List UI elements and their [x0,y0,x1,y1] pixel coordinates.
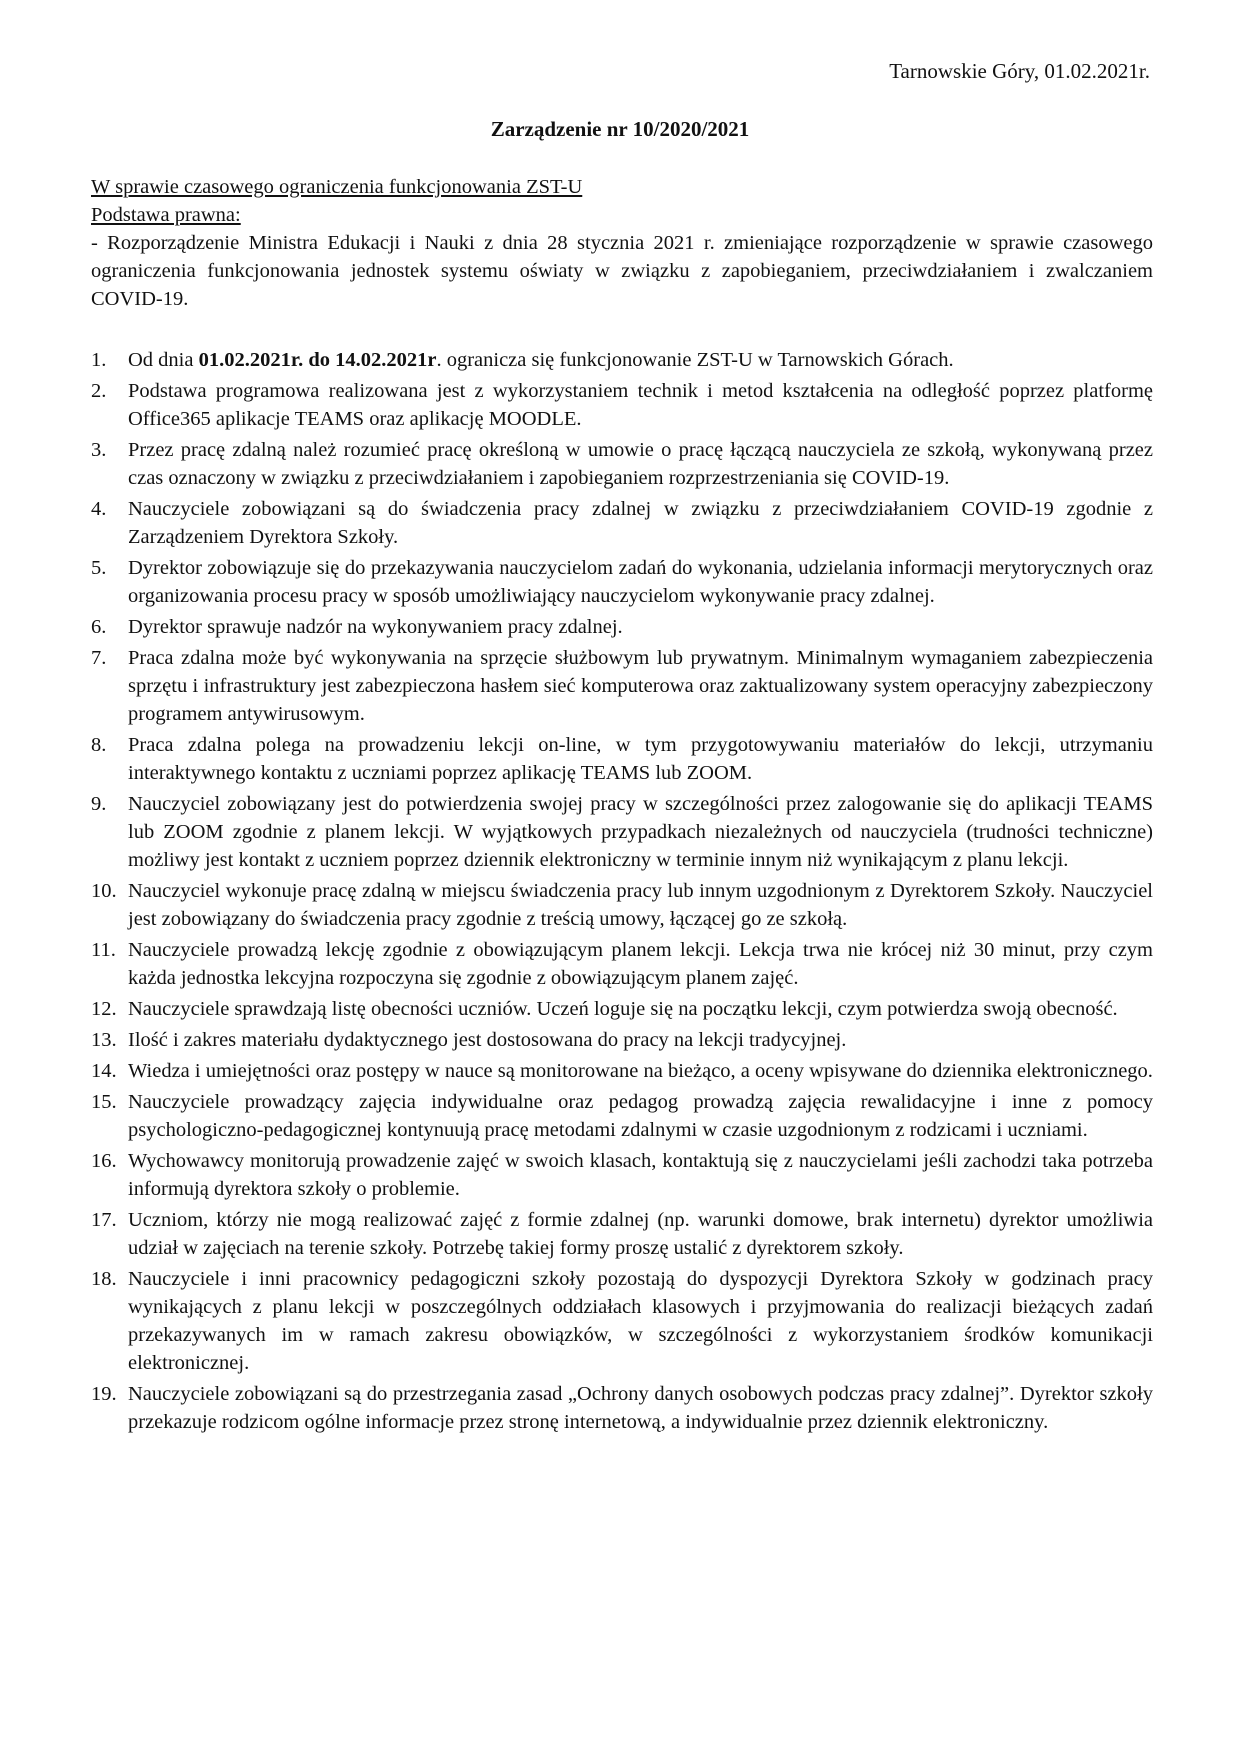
item-number: 14. [91,1060,117,1082]
item-text: Praca zdalna może być wykonywania na sprzęcie służbowym lub prywatnym. Minimalnym wymaganiem zabezpieczenia sprzętu i infrastruktury jest zabezpieczona hasłem sieć komputerowa oraz zaktualizowany system operacyjny zabezpieczony programem antywirusowym. [128,647,1153,725]
item-number: 3. [91,439,107,461]
item-number: 16. [91,1150,117,1172]
item-number: 8. [91,734,107,756]
list-item [91,613,1153,641]
item-text: Uczniom, którzy nie mogą realizować zajęć z formie zdalnej (np. warunki domowe, brak internetu) dyrektor umożliwia udział w zajęciach na terenie szkoły. Potrzebę takiej formy proszę ustalić z dyrektorem szkoły. [128,1209,1153,1259]
item-text: Nauczyciele i inni pracownicy pedagogiczni szkoły pozostają do dyspozycji Dyrektora Szkoły w godzinach pracy wynikających z planu lekcji w poszczególnych oddziałach klasowych i przyjmowania do realizacji bieżących zadań przekazywanych im w ramach zakresu obowiązków, w szczególności z wykorzystaniem środków komunikacji elektronicznej. [128,1268,1153,1374]
item-text: Przez pracę zdalną należ rozumieć pracę określoną w umowie o pracę łączącą nauczyciela ze szkołą, wykonywaną przez czas oznaczony w związku z przeciwdziałaniem i zapobieganiem rozprzestrzeniania się COVID-19. [128,439,1153,489]
list-item [91,995,1153,1023]
item-date-range: 01.02.2021r. do 14.02.2021r [198,349,437,371]
item-text: Podstawa programowa realizowana jest z wykorzystaniem technik i metod kształcenia na odległość poprzez platformę Office365 aplikacje TEAMS oraz aplikację MOODLE. [128,380,1153,430]
item-number: 15. [91,1091,117,1113]
item-number: 1. [91,349,107,371]
legal-basis-label: Podstawa prawna: [91,204,241,226]
list-item [91,1026,1153,1054]
item-number: 17. [91,1209,117,1231]
item-text-end: . ogranicza się funkcjonowanie ZST-U w Tarnowskich Górach. [436,349,954,371]
list-item [91,495,1153,551]
item-number: 11. [91,939,116,961]
list-item [91,436,1153,492]
item-number: 13. [91,1029,117,1051]
provisions-list [91,346,1153,1439]
list-item [91,1265,1153,1377]
list-item [91,1380,1153,1436]
item-text: Nauczyciele zobowiązani są do przestrzegania zasad „Ochrony danych osobowych podczas pracy zdalnej”. Dyrektor szkoły przekazuje rodzicom ogólne informacje przez stronę internetową, a indywidualnie przez dziennik elektroniczny. [128,1383,1153,1433]
subject-line: W sprawie czasowego ograniczenia funkcjonowania ZST-U [91,176,583,198]
document-title: Zarządzenie nr 10/2020/2021 [490,117,750,141]
item-text: Dyrektor sprawuje nadzór na wykonywaniem pracy zdalnej. [128,616,623,638]
item-text: Nauczyciele prowadzą lekcję zgodnie z obowiązującym planem lekcji. Lekcja trwa nie krócej niż 30 minut, przy czym każda jednostka lekcyjna rozpoczyna się zgodnie z obowiązującym planem zajęć. [128,939,1153,989]
item-text [128,346,1153,374]
item-text: Wychowawcy monitorują prowadzenie zajęć w swoich klasach, kontaktują się z nauczycielami jeśli zachodzi taka potrzeba informują dyrektora szkoły o problemie. [128,1150,1153,1200]
item-number: 12. [91,998,117,1020]
item-number: 6. [91,616,107,638]
item-text: Nauczyciele sprawdzają listę obecności uczniów. Uczeń loguje się na początku lekcji, czym potwierdza swoją obecność. [128,998,1118,1020]
item-number: 7. [91,647,107,669]
item-text-start: Od dnia [128,349,199,371]
list-item [91,644,1153,728]
item-number: 9. [91,793,107,815]
list-item [91,377,1153,433]
item-text: Praca zdalna polega na prowadzeniu lekcji on-line, w tym przygotowywaniu materiałów do lekcji, utrzymaniu interaktywnego kontaktu z uczniami poprzez aplikację TEAMS lub ZOOM. [128,734,1153,784]
list-item [91,790,1153,874]
list-item [91,731,1153,787]
list-item [91,936,1153,992]
intro-section [91,173,1153,313]
item-number: 4. [91,498,107,520]
list-item [91,1057,1153,1085]
list-item [91,1147,1153,1203]
item-text: Nauczyciel wykonuje pracę zdalną w miejscu świadczenia pracy lub innym uzgodnionym z Dyrektorem Szkoły. Nauczyciel jest zobowiązany do świadczenia pracy zgodnie z treścią umowy, łączącej go ze szkołą. [128,880,1153,930]
list-item [91,1206,1153,1262]
item-number: 2. [91,380,107,402]
item-number: 18. [91,1268,117,1290]
item-text: Nauczyciele prowadzący zajęcia indywidualne oraz pedagog prowadzą zajęcia rewalidacyjne i inne z pomocy psychologiczno-pedagogicznej kontynuują pracę metodami zdalnymi w czasie uzgodnionym z rodzicami i uczniami. [128,1091,1153,1141]
item-text: Nauczyciele zobowiązani są do świadczenia pracy zdalnej w związku z przeciwdziałaniem COVID-19 zgodnie z Zarządzeniem Dyrektora Szkoły. [128,498,1153,548]
item-number: 10. [91,880,117,902]
item-number: 19. [91,1383,117,1405]
item-number: 5. [91,557,107,579]
item-text: Nauczyciel zobowiązany jest do potwierdzenia swojej pracy w szczególności przez zalogowanie się do aplikacji TEAMS lub ZOOM zgodnie z planem lekcji. W wyjątkowych przypadkach niezależnych od nauczyciela (trudności techniczne) możliwy jest kontakt z uczniem poprzez dziennik elektroniczny w terminie innym niż wynikającym z planu lekcji. [128,793,1153,871]
item-text: Dyrektor zobowiązuje się do przekazywania nauczycielom zadań do wykonania, udzielania informacji merytorycznych oraz organizowania procesu pracy w sposób umożliwiający nauczycielom wykonywanie pracy zdalnej. [128,557,1153,607]
item-text: Ilość i zakres materiału dydaktycznego jest dostosowana do pracy na lekcji tradycyjnej. [128,1029,847,1051]
list-item [91,877,1153,933]
place-and-date: Tarnowskie Góry, 01.02.2021r. [889,59,1150,83]
list-item [91,1088,1153,1144]
legal-basis-text: - Rozporządzenie Ministra Edukacji i Nauki z dnia 28 stycznia 2021 r. zmieniające rozporządzenie w sprawie czasowego ograniczenia funkcjonowania jednostek systemu oświaty w związku z zapobieganiem, przeciwdziałaniem i zwalczaniem COVID-19. [91,232,1153,310]
list-item [91,554,1153,610]
item-text: Wiedza i umiejętności oraz postępy w nauce są monitorowane na bieżąco, a oceny wpisywane do dziennika elektronicznego. [128,1060,1153,1082]
list-item [91,346,1153,374]
